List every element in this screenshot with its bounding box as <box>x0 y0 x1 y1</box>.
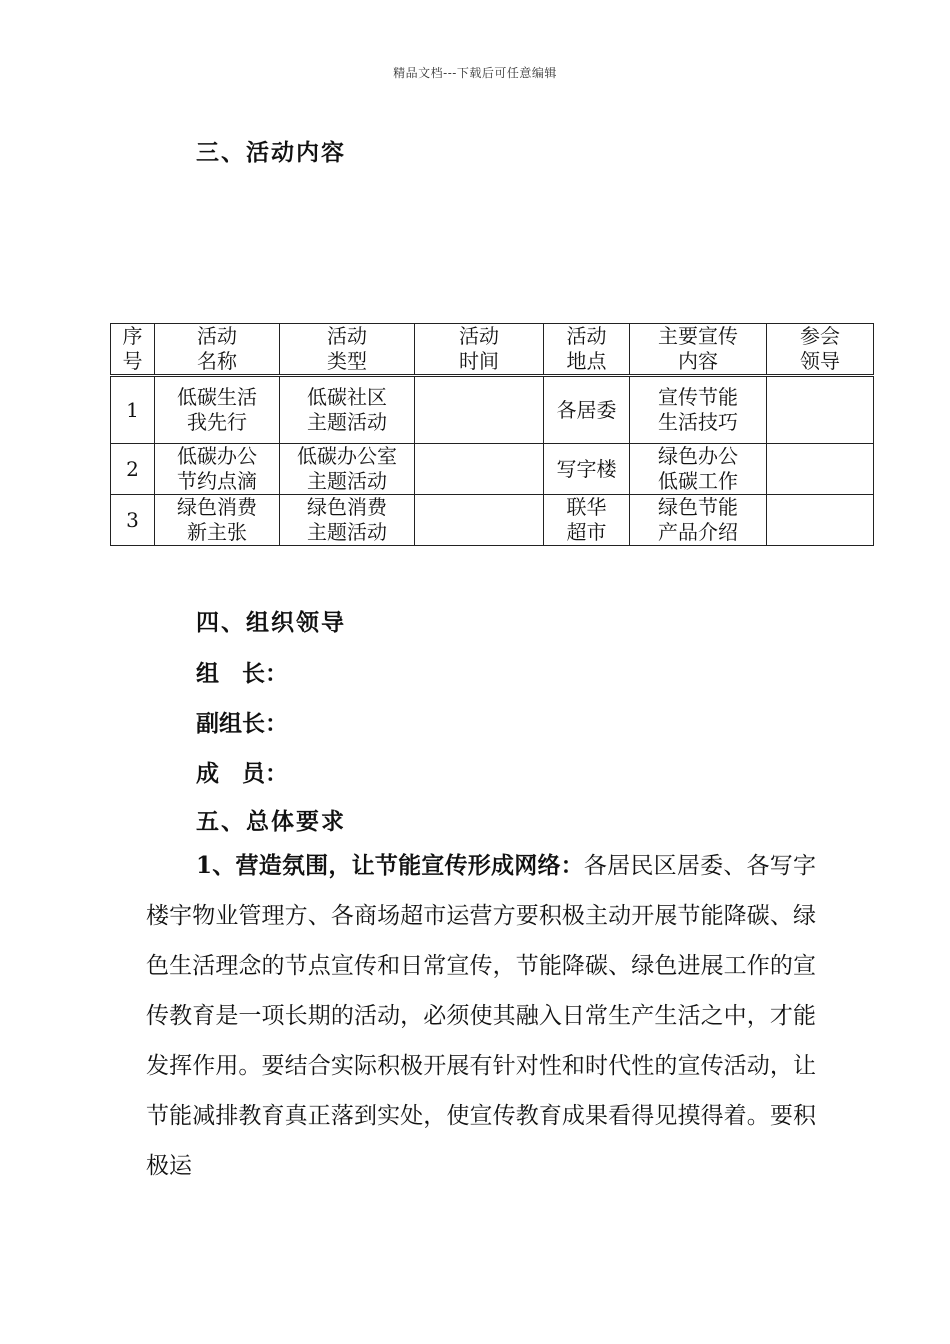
section-heading-leadership: 四、组织领导 <box>196 609 346 636</box>
activity-place: 写字楼 <box>544 444 630 495</box>
requirement-paragraph <box>146 841 816 1191</box>
section-heading-requirements: 五、总体要求 <box>196 808 346 835</box>
section-heading-activities: 三、活动内容 <box>196 139 346 166</box>
role-deputy-leader: 副组长： <box>196 710 288 737</box>
activity-name: 低碳生活 我先行 <box>155 376 280 444</box>
table-row <box>111 495 874 546</box>
row-number: 2 <box>111 444 155 495</box>
header-cell: 主要宣传 内容 <box>630 324 767 376</box>
header-cell: 参会 领导 <box>767 324 874 376</box>
role-members: 成 员： <box>196 760 288 787</box>
header-cell: 序 号 <box>111 324 155 376</box>
activity-time <box>415 495 544 546</box>
role-leader: 组 长： <box>196 660 288 687</box>
activity-type: 低碳办公室 主题活动 <box>280 444 415 495</box>
row-number: 3 <box>111 495 155 546</box>
activity-name: 低碳办公 节约点滴 <box>155 444 280 495</box>
activity-leader <box>767 495 874 546</box>
header-cell: 活动 地点 <box>544 324 630 376</box>
activity-content: 绿色节能 产品介绍 <box>630 495 767 546</box>
paragraph-text: 各居民区居委、各写字楼宇物业管理方、各商场超市运营方要积极主动开展节能降碳、绿色生活理念的节点宣传和日常宣传，节能降碳、绿色进展工作的宣传教育是一项长期的活动，必须使其融入日常生产生活之中，才能发挥作用。要结合实际积极开展有针对性和时代性的宣传活动，让节能减排教育真正落到实处，使宣传教育成果看得见摸得着。要积极运 <box>146 853 816 1179</box>
activity-table <box>110 323 874 546</box>
paragraph-lead: 1、营造氛围，让节能宣传形成网络： <box>196 852 584 879</box>
table-row <box>111 444 874 495</box>
table-row <box>111 376 874 444</box>
page-header: 精品文档---下载后可任意编辑 <box>393 66 557 80</box>
header-cell: 活动 名称 <box>155 324 280 376</box>
activity-content: 宣传节能 生活技巧 <box>630 376 767 444</box>
activity-name: 绿色消费 新主张 <box>155 495 280 546</box>
activity-type: 绿色消费 主题活动 <box>280 495 415 546</box>
activity-leader <box>767 376 874 444</box>
activity-type: 低碳社区 主题活动 <box>280 376 415 444</box>
header-cell: 活动 时间 <box>415 324 544 376</box>
row-number: 1 <box>111 376 155 444</box>
activity-place: 联华 超市 <box>544 495 630 546</box>
header-cell: 活动 类型 <box>280 324 415 376</box>
activity-place: 各居委 <box>544 376 630 444</box>
activity-time <box>415 444 544 495</box>
activity-content: 绿色办公 低碳工作 <box>630 444 767 495</box>
table-header-row <box>111 324 874 376</box>
activity-leader <box>767 444 874 495</box>
activity-time <box>415 376 544 444</box>
